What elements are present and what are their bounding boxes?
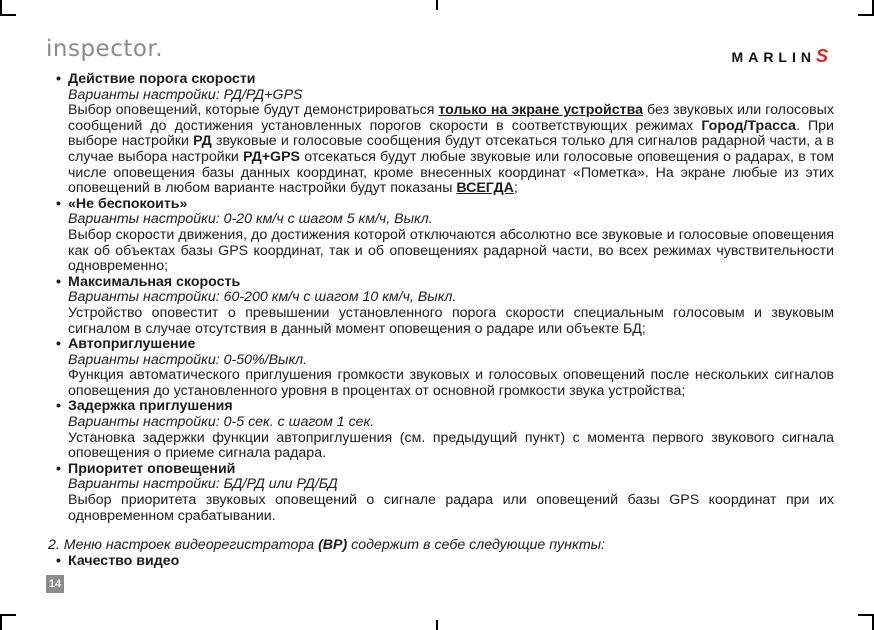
item-title: «Не беспокоить» (68, 195, 188, 212)
item-title: Действие порога скорости (68, 71, 256, 87)
item-title: Задержка приглушения (68, 398, 233, 415)
setting-speed-threshold (48, 72, 834, 197)
desc-bold: Город/Трасса (701, 117, 796, 134)
section-heading-bold: (ВР) (318, 537, 348, 554)
item-title: Приоритет оповещений (68, 460, 236, 477)
page-content (48, 72, 834, 569)
page-number: 14 (46, 575, 64, 593)
desc-bold: РД+GPS (243, 148, 301, 165)
item-description (68, 103, 834, 197)
item-title: Качество видео (68, 552, 180, 569)
crop-mark-bottom-right-h (858, 614, 874, 616)
marlin-logo-s: S (815, 46, 828, 66)
setting-max-speed (48, 275, 834, 337)
bullet: • (56, 71, 61, 87)
desc-text: отсекаться будут любые звуковые или голосовые оповещения о радарах, в том числе оповещения базы данных координат, кроме внесенных координат «Пометка». На экране любые из этих оповещений в любом варианте настройки будут показаны (68, 148, 834, 197)
crop-mark-top-right-h (858, 14, 874, 16)
crop-mark-top-left-h (0, 14, 16, 16)
desc-text: звуковые и голосовые сообщения будут отсекаться только для сигналов радарной части, а в случае выбора настройки (68, 133, 834, 165)
item-options: Варианты настройки: 60-200 км/ч с шагом 10 км/ч, Выкл. (68, 289, 457, 306)
desc-emphasis: ВСЕГДА (456, 180, 514, 197)
section-heading-video-recorder (48, 538, 834, 554)
crop-mark-top-center (436, 0, 438, 10)
desc-text: . При выборе настройки (68, 117, 834, 150)
setting-alert-priority (48, 462, 834, 524)
desc-emphasis: только на экране устройства (438, 102, 644, 119)
item-description: Выбор скорости движения, до достижения которой отключаются абсолютно все звуковые и голосовые оповещения как об объектах базы GPS координат, так и об оповещениях радарной части, во всех режимах чувствительности одновременно; (68, 226, 834, 275)
bullet: • (56, 398, 61, 415)
inspector-logo: inspector. (46, 36, 164, 62)
bullet: • (56, 273, 61, 290)
section-heading-text: содержит в себе следующие пункты: (347, 537, 606, 554)
desc-text: без звуковых или голосовых сообщений до достижения установленных порогов скорости в соответствующих режимах (68, 102, 834, 134)
setting-do-not-disturb (48, 197, 834, 275)
item-title: Максимальная скорость (68, 273, 241, 290)
item-description: Установка задержки функции автоприглушения (см. предыдущий пункт) с момента первого звукового сигнала оповещения о приеме сигнала радара. (68, 429, 834, 462)
item-description: Устройство оповестит о превышении установленного порога скорости специальным голосовым и звуковым сигналом в случае отсутствия в данный момент оповещения о радаре или объекте БД; (68, 304, 834, 337)
setting-mute-delay (48, 399, 834, 461)
item-options: Варианты настройки: РД/РД+GPS (68, 86, 303, 103)
item-options: Варианты настройки: БД/РД или РД/БД (68, 476, 338, 493)
item-description: Выбор приоритета звуковых оповещений о сигнале радара или оповещений базы GPS координат при их одновременном срабатывании. (68, 492, 834, 524)
crop-mark-bottom-center (436, 620, 438, 630)
desc-bold: РД (193, 133, 212, 150)
item-title: Автоприглушение (68, 336, 196, 353)
marlin-logo (732, 46, 828, 67)
setting-auto-mute (48, 337, 834, 399)
desc-text: Выбор оповещений, которые будут демонстрироваться (68, 102, 439, 119)
crop-mark-top-left (0, 0, 2, 14)
bullet: • (56, 552, 61, 569)
bullet: • (56, 195, 61, 212)
item-options: Варианты настройки: 0-20 км/ч с шагом 5 км/ч, Выкл. (68, 211, 433, 228)
item-options: Варианты настройки: 0-5 сек. с шагом 1 сек. (68, 414, 375, 431)
crop-mark-bottom-left (0, 616, 2, 630)
bullet: • (56, 460, 61, 477)
marlin-logo-text: MARLIN (731, 49, 816, 65)
bullet: • (56, 336, 61, 353)
item-description: Функция автоматического приглушения громкости звуковых и голосовых оповещений после нескольких сигналов оповещения до установленного уровня в процентах от основной громкости звука устройства; (68, 367, 834, 399)
section-heading-text: 2. Меню настроек видеорегистратора (48, 537, 319, 554)
setting-video-quality (48, 554, 834, 570)
item-options: Варианты настройки: 0-50%/Выкл. (68, 351, 308, 368)
crop-mark-bottom-left-h (0, 614, 16, 616)
desc-text: ; (513, 180, 518, 197)
